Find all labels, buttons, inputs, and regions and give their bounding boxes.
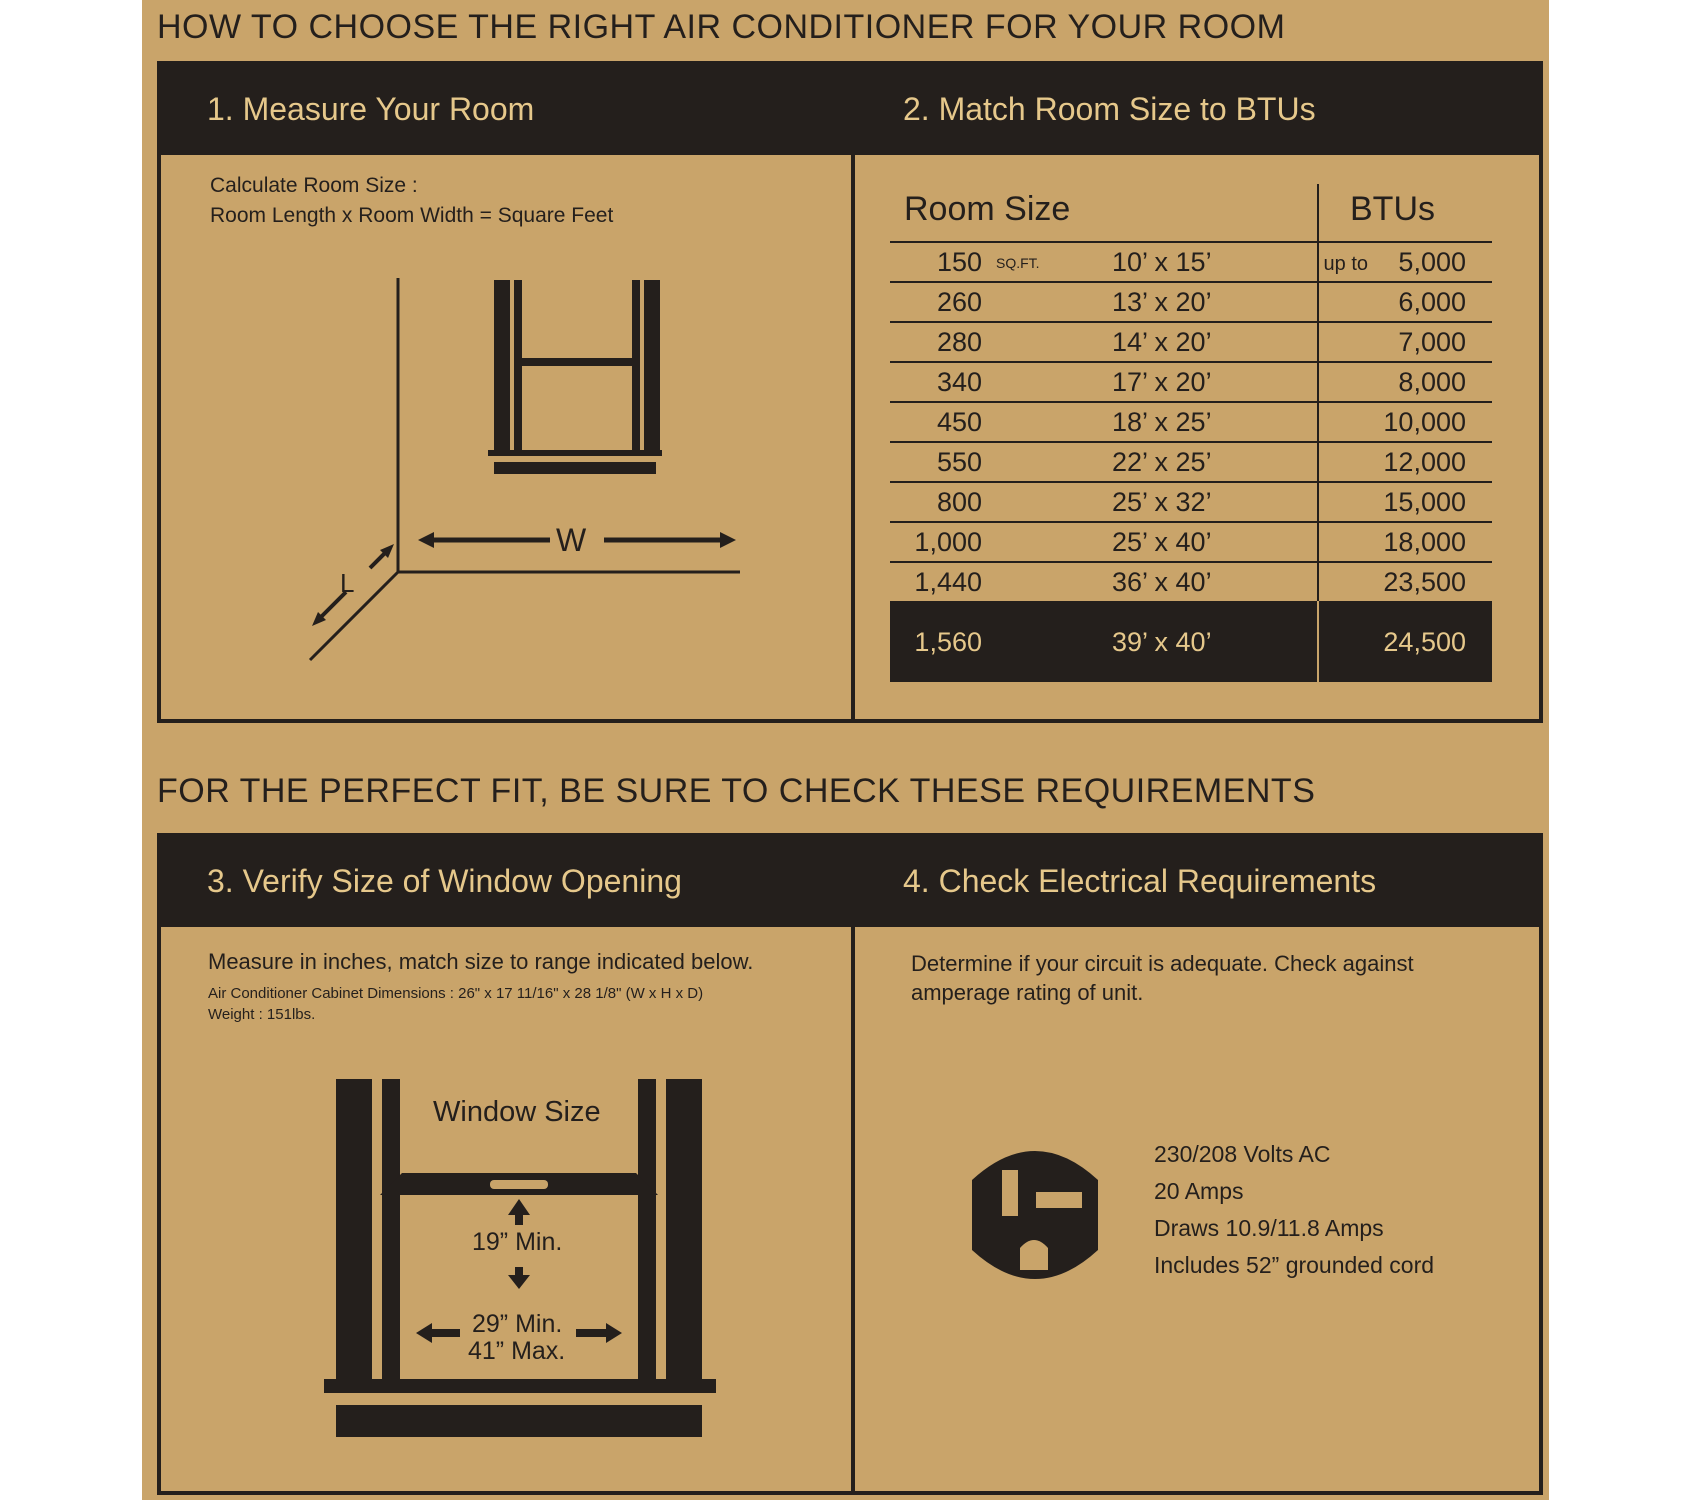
calc-formula: Room Length x Room Width = Square Feet (210, 204, 614, 227)
btu-value: 15,000 (1383, 487, 1466, 517)
window-size-label: Window Size (433, 1096, 601, 1128)
room-sqft: 340 (936, 367, 982, 397)
height-min-label: 19” Min. (472, 1228, 563, 1256)
btu-value: 12,000 (1383, 447, 1466, 477)
table-row (890, 443, 1492, 483)
room-sqft: 450 (936, 407, 982, 437)
room-sqft: 1,000 (914, 527, 982, 557)
unit-weight: Weight : 151lbs. (208, 1006, 316, 1023)
room-sqft: 1,440 (914, 567, 982, 597)
room-dims: 18’ x 25’ (1112, 407, 1212, 437)
width-label: W (556, 522, 587, 558)
btu-value: 8,000 (1398, 367, 1466, 397)
btu-value: 23,500 (1383, 567, 1466, 597)
step4-title: 4. Check Electrical Requirements (855, 835, 1541, 927)
panel-divider-bottom (851, 833, 855, 1495)
circuit-description-line1: Determine if your circuit is adequate. Check against (911, 951, 1414, 976)
width-max-label: 41” Max. (468, 1337, 566, 1365)
table-row (890, 323, 1492, 363)
table-row (890, 243, 1492, 283)
outlet-icon (962, 1136, 1108, 1294)
table-row (890, 523, 1492, 563)
table-row-highlighted (890, 601, 1492, 682)
btu-value: 24,500 (1383, 627, 1466, 657)
calc-label: Calculate Room Size : (210, 174, 418, 197)
width-min-label: 29” Min. (472, 1310, 563, 1338)
room-sqft: 550 (936, 447, 982, 477)
requirements-heading: FOR THE PERFECT FIT, BE SURE TO CHECK THESE REQUIREMENTS (157, 772, 1316, 810)
room-dims: 25’ x 40’ (1112, 527, 1212, 557)
col-btus: BTUs (1350, 190, 1435, 228)
spec-amps: 20 Amps (1154, 1178, 1244, 1204)
room-sqft: 800 (936, 487, 982, 517)
room-sqft: 280 (936, 327, 982, 357)
room-dims: 25’ x 32’ (1112, 487, 1212, 517)
upto-label: up to (1323, 253, 1368, 275)
step1-title: 1. Measure Your Room (159, 63, 851, 155)
window-instruction: Measure in inches, match size to range indicated below. (208, 949, 754, 974)
window-diagram (320, 1075, 720, 1445)
circuit-description-line2: amperage rating of unit. (911, 980, 1144, 1005)
btu-value: 10,000 (1383, 407, 1466, 437)
room-dims: 22’ x 25’ (1112, 447, 1212, 477)
room-dims: 10’ x 15’ (1112, 247, 1212, 277)
btu-value: 18,000 (1383, 527, 1466, 557)
step3-title: 3. Verify Size of Window Opening (159, 835, 851, 927)
sqft-unit: SQ.FT. (996, 255, 1040, 271)
btu-value: 6,000 (1398, 287, 1466, 317)
table-row (890, 363, 1492, 403)
spec-draw: Draws 10.9/11.8 Amps (1154, 1215, 1384, 1241)
room-sqft: 260 (936, 287, 982, 317)
btu-value: 7,000 (1398, 327, 1466, 357)
room-sqft: 1,560 (914, 627, 982, 657)
main-heading: HOW TO CHOOSE THE RIGHT AIR CONDITIONER FOR YOUR ROOM (157, 8, 1286, 46)
room-dims: 14’ x 20’ (1112, 327, 1212, 357)
room-dims: 13’ x 20’ (1112, 287, 1212, 317)
table-row (890, 283, 1492, 323)
table-row (890, 403, 1492, 443)
room-dims: 17’ x 20’ (1112, 367, 1212, 397)
panel-divider-top (851, 61, 855, 723)
btu-value: 5,000 (1398, 247, 1466, 277)
cabinet-dimensions: Air Conditioner Cabinet Dimensions : 26" x 17 11/16" x 28 1/8" (W x H x D) (208, 985, 704, 1002)
length-label: L (340, 568, 355, 598)
col-room-size: Room Size (904, 190, 1071, 228)
room-diagram (290, 270, 760, 670)
room-sqft: 150 (936, 247, 982, 277)
room-dims: 36’ x 40’ (1112, 567, 1212, 597)
table-row (890, 563, 1492, 603)
step2-title: 2. Match Room Size to BTUs (855, 63, 1541, 155)
table-row (890, 483, 1492, 523)
spec-cord: Includes 52” grounded cord (1154, 1252, 1435, 1278)
table-column-divider-highlight (1317, 601, 1319, 682)
spec-voltage: 230/208 Volts AC (1154, 1141, 1331, 1167)
room-dims: 39’ x 40’ (1112, 627, 1212, 657)
